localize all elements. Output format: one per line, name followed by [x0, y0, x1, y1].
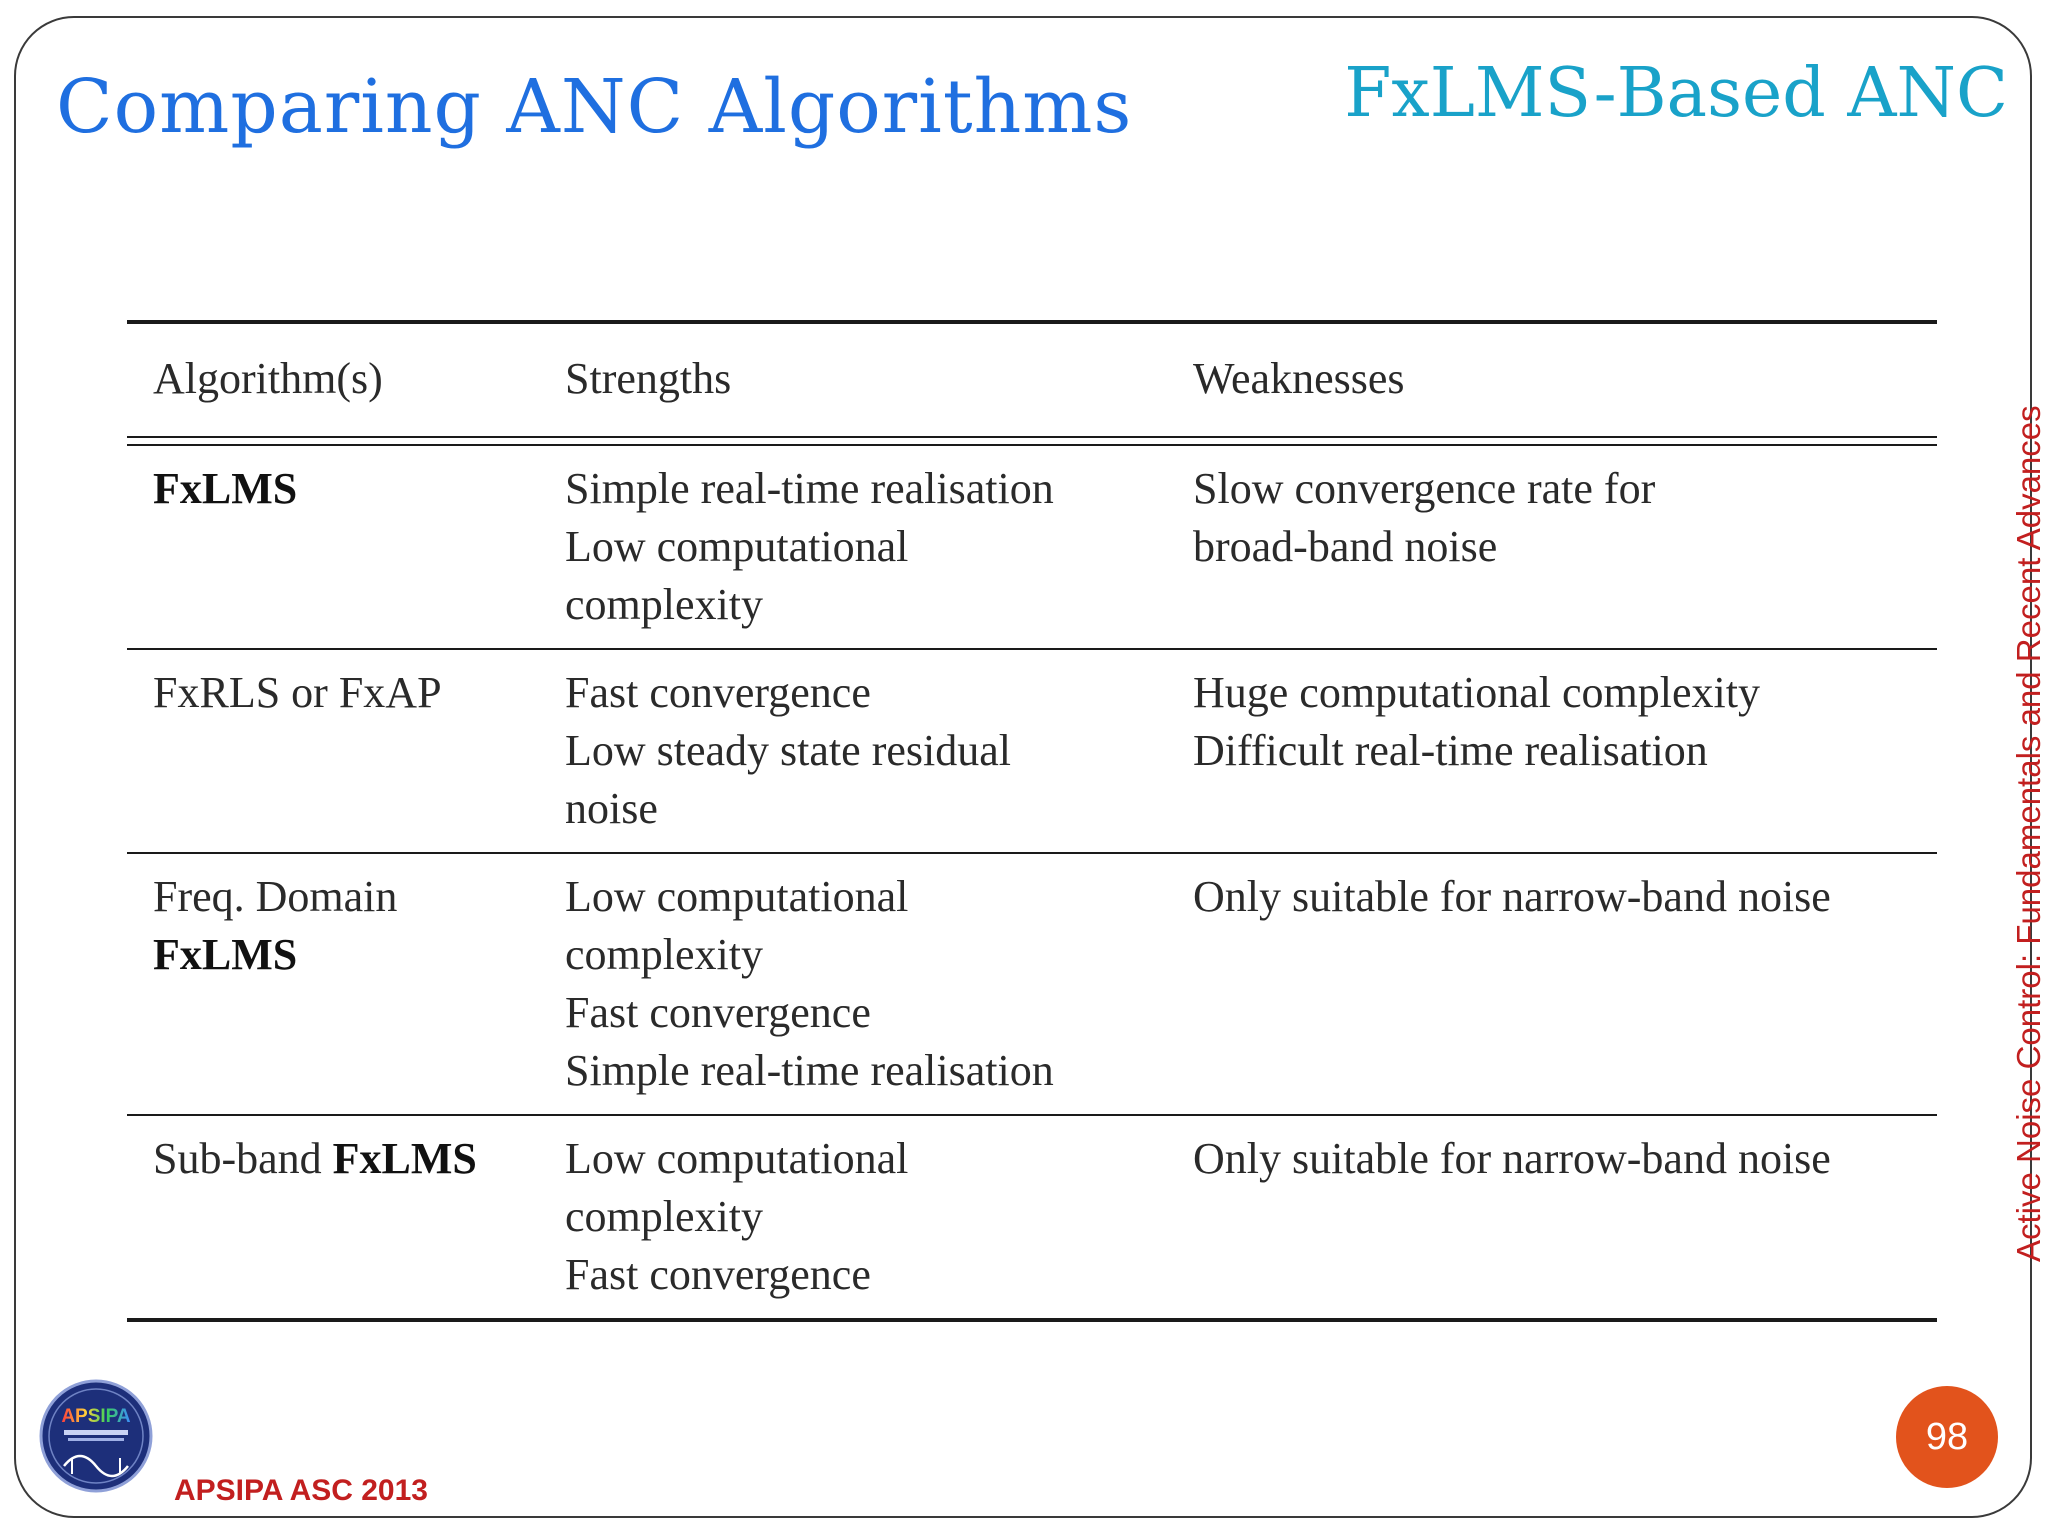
- algorithm-bold: FxLMS: [153, 464, 298, 513]
- weaknesses-cell: [1193, 868, 1937, 1100]
- table-header-row: [127, 324, 1937, 436]
- footer-conference: APSIPA ASC 2013: [174, 1474, 428, 1507]
- strength-line: noise: [565, 784, 658, 833]
- page-number-badge: [1896, 1386, 1998, 1488]
- weakness-line: Only suitable for narrow-band noise: [1193, 1134, 1831, 1183]
- slide-title: Comparing ANC Algorithms: [56, 64, 1133, 150]
- weaknesses-cell: [1193, 460, 1937, 634]
- algorithm-text: FxRLS or FxAP: [153, 668, 442, 717]
- strength-line: Simple real-time realisation: [565, 464, 1054, 513]
- header-strengths: Strengths: [565, 354, 732, 403]
- rule-line: [127, 436, 1937, 438]
- strength-line: Low computational: [565, 1134, 909, 1183]
- algorithm-bold: FxLMS: [153, 930, 298, 979]
- algorithm-cell: [153, 868, 565, 1100]
- strength-line: complexity: [565, 580, 763, 629]
- table-row: [127, 446, 1937, 648]
- comparison-table: [127, 320, 1937, 1322]
- strength-line: Low computational: [565, 872, 909, 921]
- apsipa-logo: [38, 1378, 154, 1494]
- strength-line: Fast convergence: [565, 988, 871, 1037]
- algorithm-text: Sub-band: [153, 1134, 333, 1183]
- algorithm-cell: [153, 664, 565, 838]
- strength-line: Low steady state residual: [565, 726, 1011, 775]
- table-row: [127, 1116, 1937, 1318]
- strengths-cell: [565, 664, 1193, 838]
- header-weaknesses: Weaknesses: [1193, 354, 1405, 403]
- logo-emblem-icon: [38, 1378, 154, 1494]
- side-caption: Active Noise Control: Fundamentals and Recent Advances: [2010, 405, 2047, 1262]
- strength-line: Low computational: [565, 522, 909, 571]
- algorithm-bold: FxLMS: [332, 1134, 477, 1183]
- weakness-line: Slow convergence rate for: [1193, 464, 1656, 513]
- weaknesses-cell: [1193, 664, 1937, 838]
- weakness-line: broad-band noise: [1193, 522, 1498, 571]
- weakness-line: Difficult real-time realisation: [1193, 726, 1708, 775]
- strength-line: complexity: [565, 1192, 763, 1241]
- algorithm-cell: [153, 460, 565, 634]
- header-algorithms: Algorithm(s): [153, 354, 383, 403]
- algorithm-text: Freq. Domain: [153, 872, 398, 921]
- page-number: 98: [1925, 1415, 1969, 1458]
- weaknesses-cell: [1193, 1130, 1937, 1304]
- weakness-line: Only suitable for narrow-band noise: [1193, 872, 1831, 921]
- strength-line: Simple real-time realisation: [565, 1046, 1054, 1095]
- table-bottom-rule: [127, 1318, 1937, 1322]
- strength-line: complexity: [565, 930, 763, 979]
- strengths-cell: [565, 868, 1193, 1100]
- weakness-line: Huge computational complexity: [1193, 668, 1760, 717]
- header-double-rule: [127, 436, 1937, 446]
- section-title: FxLMS-Based ANC: [1344, 54, 2008, 133]
- algorithm-cell: [153, 1130, 565, 1304]
- strength-line: Fast convergence: [565, 668, 871, 717]
- logo-text: APSIPA: [61, 1406, 131, 1427]
- table-row: [127, 650, 1937, 852]
- strengths-cell: [565, 460, 1193, 634]
- strengths-cell: [565, 1130, 1193, 1304]
- table-row: [127, 854, 1937, 1114]
- strength-line: Fast convergence: [565, 1250, 871, 1299]
